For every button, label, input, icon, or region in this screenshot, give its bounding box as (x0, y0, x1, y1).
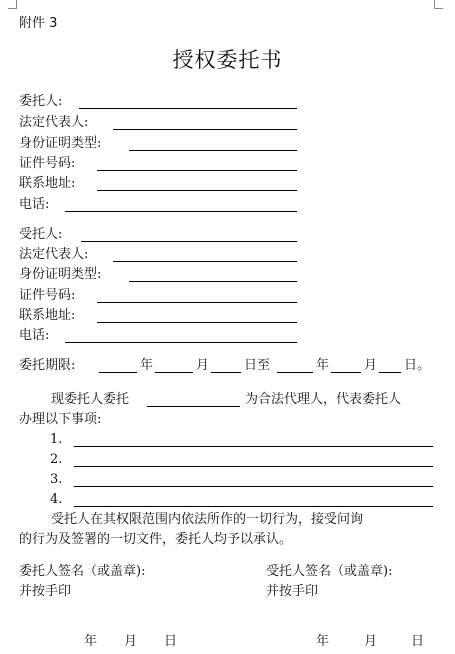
matter-item: 4. (50, 491, 62, 509)
principal-date-month: 月 (124, 634, 138, 649)
acceptance-line-1: 受托人在其权限范围内依法所作的一切行为，接受问询 (51, 512, 364, 527)
agent-date-day: 日 (411, 634, 425, 649)
end-day-blank (379, 372, 401, 373)
principal-phone-field: 电话: (19, 196, 49, 214)
start-day-blank (211, 372, 241, 373)
blank-line (65, 342, 297, 343)
appoint-text-2: 为合法代理人，代表委托人 (245, 392, 402, 407)
principal-id-number-field: 证件号码: (19, 155, 75, 173)
attachment-label: 附件 3 (19, 16, 58, 31)
start-year-mark: 年 (140, 358, 154, 373)
blank-line (74, 486, 433, 487)
principal-signature-label: 委托人签名（或盖章): (19, 564, 146, 579)
blank-line (79, 108, 297, 109)
principal-name-field: 委托人: (19, 93, 62, 111)
appoint-line-2: 办理以下事项: (19, 412, 102, 427)
acceptance-line-2: 的行为及签署的一切文件，委托人均予以承认。 (19, 532, 293, 547)
matter-item: 3. (50, 471, 62, 489)
day-end-mark: 日。 (404, 358, 431, 373)
day-to-mark: 日至 (244, 358, 271, 373)
blank-line (97, 302, 297, 303)
blank-line (113, 129, 297, 130)
agent-address-field: 联系地址: (19, 307, 75, 325)
agent-id-type-field: 身份证明类型: (19, 266, 101, 284)
matter-item: 2. (50, 451, 62, 469)
period-label: 委托期限: (19, 358, 76, 373)
blank-line (97, 322, 297, 323)
principal-fingerprint-label: 并按手印 (19, 584, 72, 599)
end-month-blank (331, 372, 361, 373)
end-year-blank (277, 372, 313, 373)
blank-line (113, 261, 297, 262)
principal-address-field: 联系地址: (19, 175, 75, 193)
blank-line (74, 466, 433, 467)
signature-dates (0, 633, 455, 651)
principal-date-year: 年 (84, 634, 98, 649)
start-month-mark: 月 (196, 358, 210, 373)
blank-line (74, 446, 433, 447)
blank-line (129, 150, 297, 151)
agent-name-field: 受托人: (19, 226, 62, 244)
agent-id-number-field: 证件号码: (19, 287, 75, 305)
blank-line (65, 211, 297, 212)
agent-date-month: 月 (364, 634, 378, 649)
appoint-line-1 (19, 391, 439, 409)
agent-name-blank (147, 406, 240, 407)
blank-line (129, 281, 297, 282)
appoint-text-1: 现委托人委托 (51, 392, 130, 407)
blank-line (97, 190, 297, 191)
blank-line (74, 506, 433, 507)
start-month-blank (155, 372, 193, 373)
principal-legal-rep-field: 法定代表人: (19, 114, 88, 132)
agent-legal-rep-field: 法定代表人: (19, 246, 88, 264)
blank-line (97, 170, 297, 171)
corner-mark-right (434, 0, 443, 9)
end-month-mark: 月 (364, 358, 378, 373)
blank-line (81, 241, 297, 242)
matter-item: 1. (50, 431, 62, 449)
agent-signature-label: 受托人签名（或盖章): (266, 564, 393, 579)
principal-id-type-field: 身份证明类型: (19, 135, 101, 153)
start-year-blank (99, 372, 137, 373)
document-title: 授权委托书 (172, 48, 283, 72)
end-year-mark: 年 (316, 358, 330, 373)
agent-phone-field: 电话: (19, 327, 49, 345)
corner-mark-left (8, 0, 17, 9)
agent-fingerprint-label: 并按手印 (266, 584, 319, 599)
entrust-period (19, 357, 439, 375)
agent-date-year: 年 (316, 634, 330, 649)
principal-date-day: 日 (164, 634, 178, 649)
